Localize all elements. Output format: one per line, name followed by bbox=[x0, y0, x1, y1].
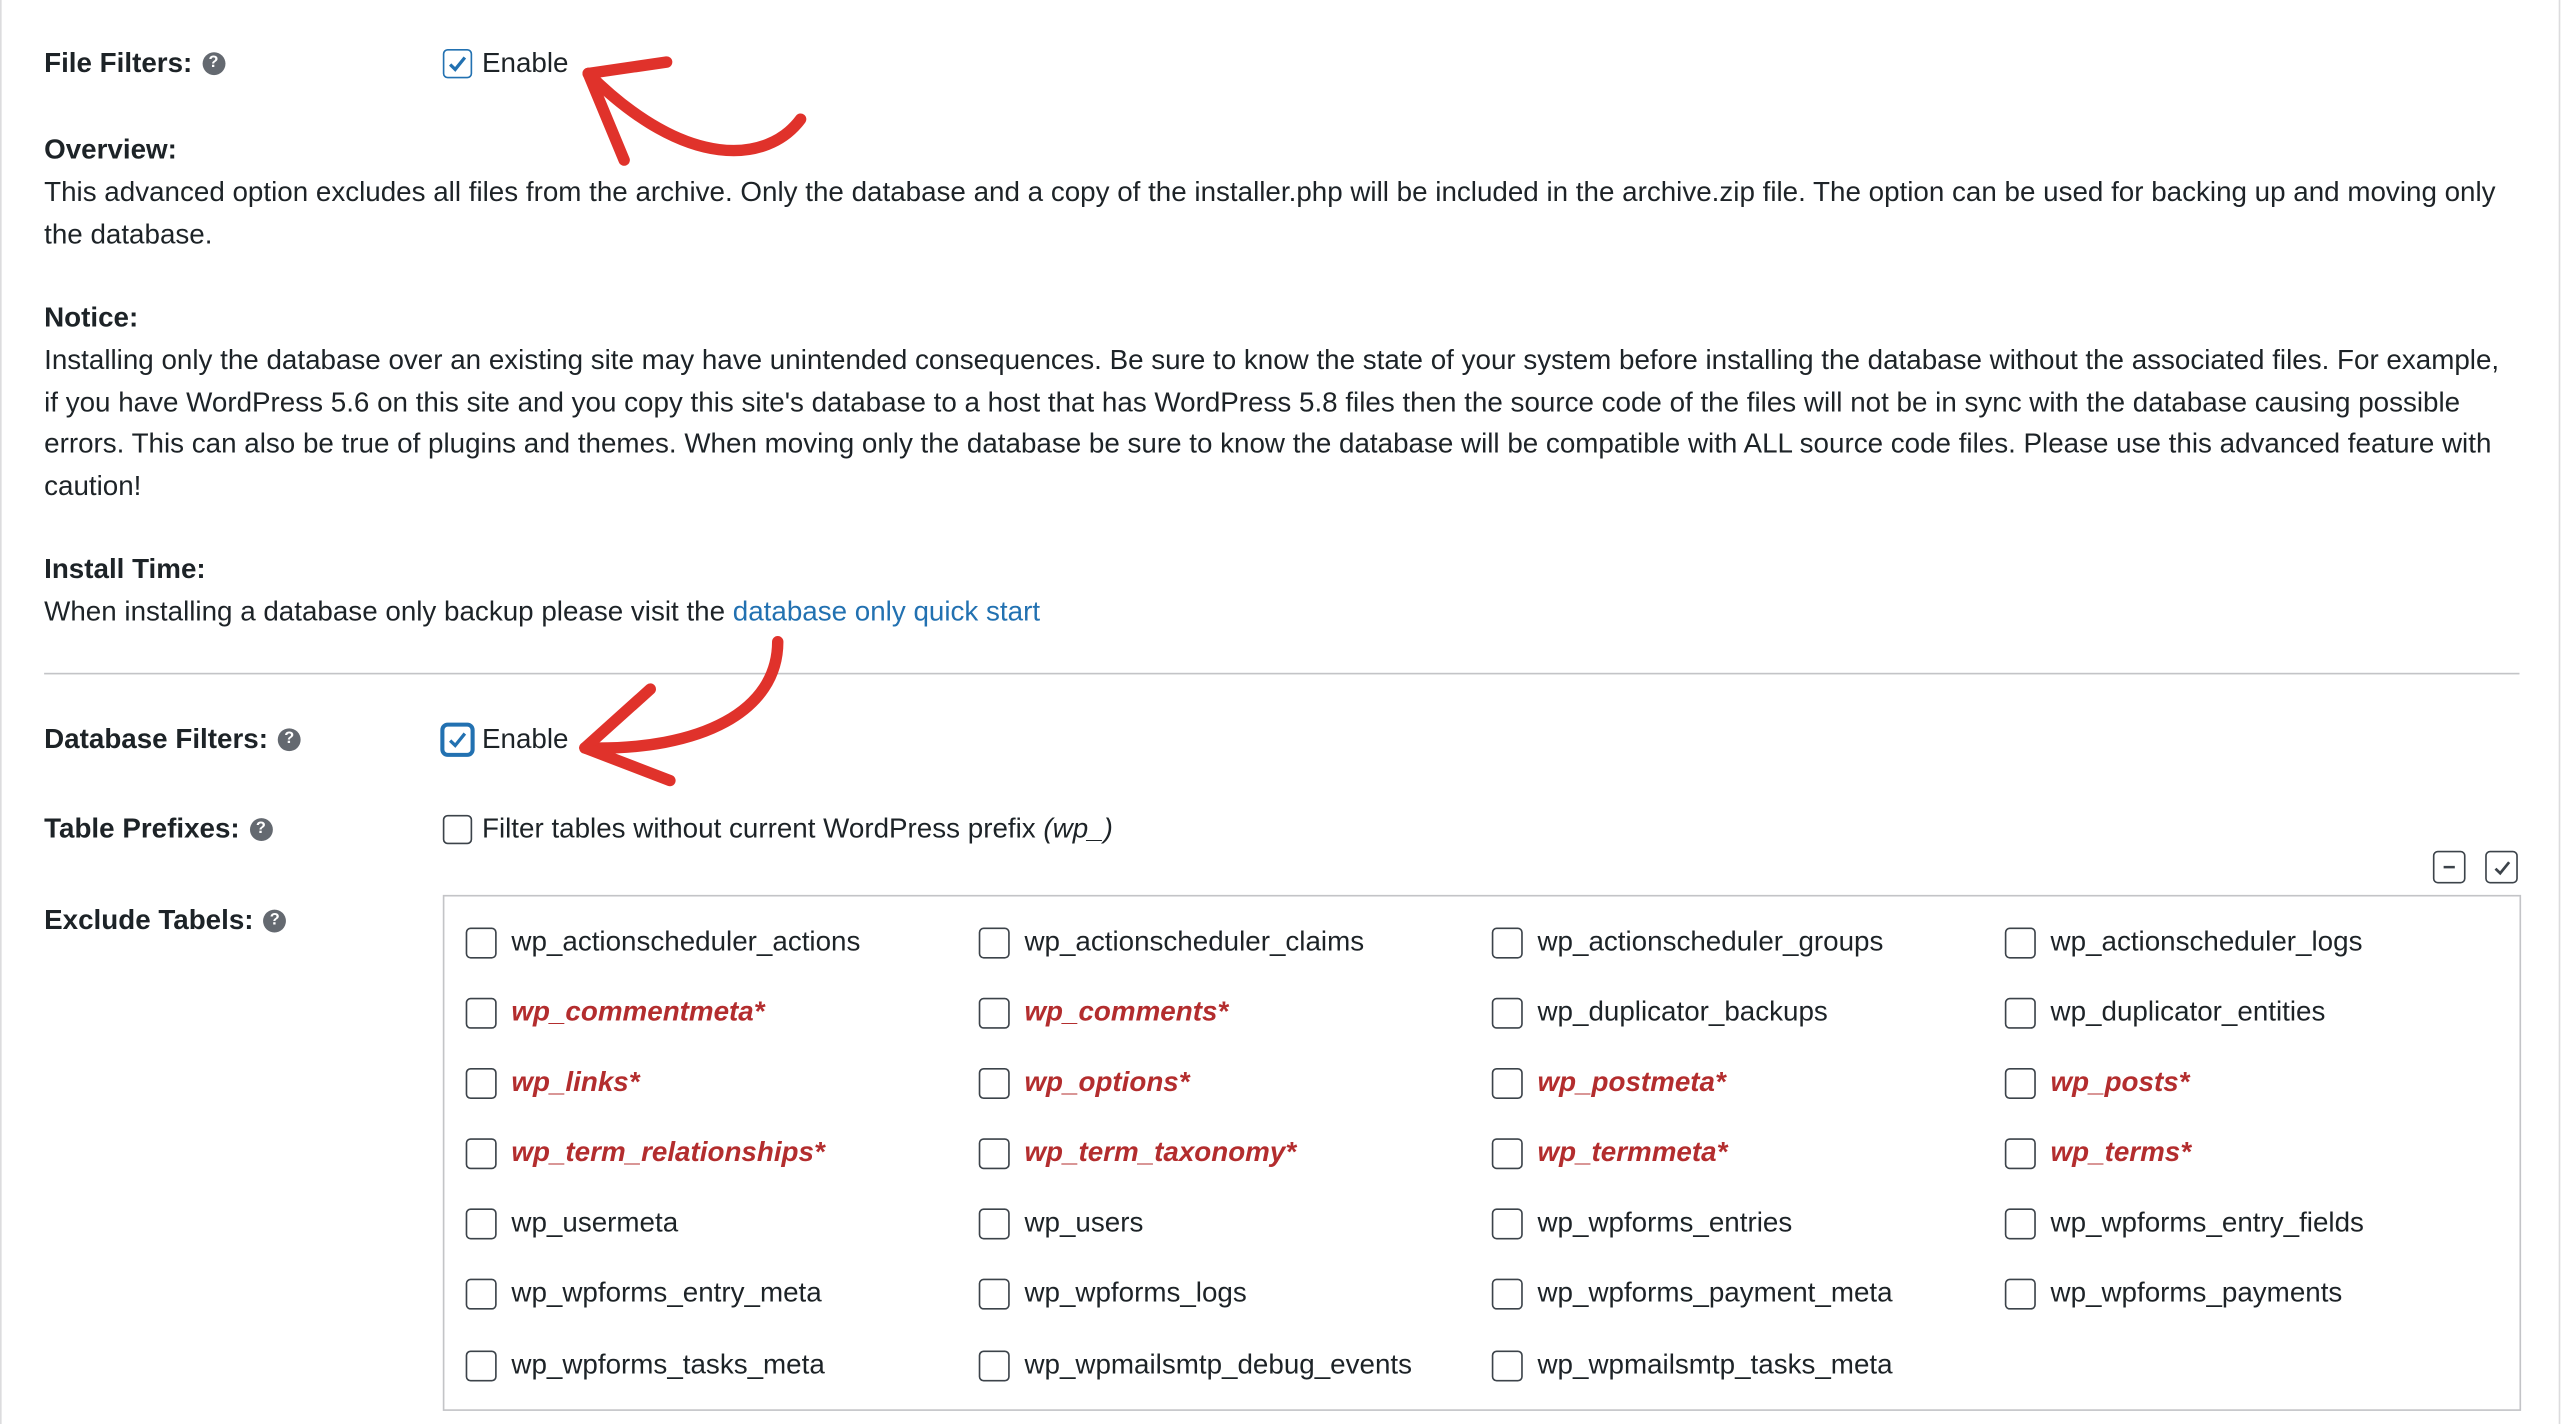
table-prefixes-checkbox-label bbox=[482, 813, 1113, 846]
table-name: wp_wpforms_logs bbox=[1024, 1277, 1247, 1309]
table-checkbox[interactable] bbox=[466, 1278, 497, 1309]
table-option[interactable] bbox=[979, 926, 1364, 959]
database-filters-enable[interactable] bbox=[443, 723, 569, 756]
annotation-arrow-file-filters bbox=[588, 73, 800, 150]
help-circle-icon[interactable]: ? bbox=[263, 910, 286, 933]
table-checkbox[interactable] bbox=[979, 927, 1010, 958]
table-checkbox[interactable] bbox=[1492, 997, 1523, 1028]
table-option[interactable] bbox=[2005, 1207, 2364, 1240]
table-name: wp_duplicator_entities bbox=[2050, 996, 2326, 1028]
file-filters-label-group bbox=[44, 47, 225, 80]
database-only-quick-start-link[interactable]: database only quick start bbox=[732, 596, 1041, 628]
select-all-button[interactable] bbox=[2485, 851, 2518, 884]
table-name: wp_wpmailsmtp_debug_events bbox=[1024, 1348, 1413, 1380]
table-name: wp_wpforms_payment_meta bbox=[1537, 1277, 1893, 1309]
table-checkbox[interactable] bbox=[1492, 1350, 1523, 1381]
table-option[interactable] bbox=[2005, 1137, 2191, 1170]
table-prefixes-checkbox[interactable] bbox=[443, 815, 472, 844]
notice-text: Installing only the database over an existing site may have unintended consequences. Be sure to know the state of your system before installing the database without the associated files. For example, if you have WordPress 5.6 on this site and you copy this site's database to a host that has WordPress 5.8 files then the source code of the files will not be in sync with the database causing possible errors. This can also be true of plugins and themes. When moving only the database be sure to know the database will be compatible with ALL source code files. Please use this advanced feature with caution! bbox=[44, 344, 2500, 502]
table-prefixes-label: Table Prefixes: bbox=[44, 813, 240, 845]
table-option[interactable] bbox=[1492, 1349, 1893, 1382]
table-checkbox[interactable] bbox=[1492, 1278, 1523, 1309]
table-checkbox[interactable] bbox=[466, 997, 497, 1028]
table-checkbox[interactable] bbox=[466, 1208, 497, 1239]
table-name: wp_commentmeta* bbox=[511, 996, 765, 1028]
install-time-title: Install Time: bbox=[44, 553, 206, 585]
table-option[interactable] bbox=[2005, 996, 2326, 1029]
table-name: wp_wpforms_entry_fields bbox=[2050, 1206, 2364, 1238]
table-option[interactable] bbox=[1492, 996, 1828, 1029]
file-filters-checkbox-label: Enable bbox=[482, 47, 569, 79]
table-name: wp_wpforms_entry_meta bbox=[511, 1277, 822, 1309]
table-option[interactable] bbox=[979, 1207, 1144, 1240]
file-filters-enable[interactable] bbox=[443, 47, 569, 80]
table-checkbox[interactable] bbox=[466, 1137, 497, 1168]
table-name: wp_posts* bbox=[2050, 1066, 2190, 1098]
table-name: wp_users bbox=[1024, 1206, 1144, 1238]
table-checkbox[interactable] bbox=[466, 1350, 497, 1381]
table-option[interactable] bbox=[1492, 1137, 1728, 1170]
table-checkbox[interactable] bbox=[2005, 1137, 2036, 1168]
table-option[interactable] bbox=[466, 1066, 640, 1099]
exclude-tables-list bbox=[443, 895, 2521, 1411]
file-filters-label: File Filters: bbox=[44, 47, 193, 79]
checkmark-icon bbox=[446, 728, 469, 751]
table-checkbox[interactable] bbox=[979, 1208, 1010, 1239]
table-prefixes-label-group bbox=[44, 813, 272, 846]
database-filters-checkbox[interactable] bbox=[443, 725, 472, 754]
table-checkbox[interactable] bbox=[2005, 1278, 2036, 1309]
table-option[interactable] bbox=[979, 1277, 1247, 1310]
table-checkbox[interactable] bbox=[979, 997, 1010, 1028]
exclude-tables-label: Exclude Tabels: bbox=[44, 904, 254, 936]
table-checkbox[interactable] bbox=[1492, 1137, 1523, 1168]
table-checkbox[interactable] bbox=[466, 927, 497, 958]
table-name: wp_postmeta* bbox=[1537, 1066, 1726, 1098]
table-option[interactable] bbox=[1492, 1066, 1726, 1099]
panel-right-border bbox=[2559, 0, 2561, 1424]
table-option[interactable] bbox=[466, 1207, 679, 1240]
help-circle-icon[interactable]: ? bbox=[202, 52, 225, 75]
table-option[interactable] bbox=[1492, 1207, 1792, 1240]
database-filters-checkbox-label: Enable bbox=[482, 723, 569, 755]
checkmark-icon bbox=[446, 52, 469, 75]
check-square-icon bbox=[2491, 857, 2512, 878]
help-circle-icon[interactable]: ? bbox=[278, 728, 301, 751]
table-option[interactable] bbox=[466, 1277, 822, 1310]
install-time-text bbox=[44, 591, 2511, 633]
database-filters-label-group bbox=[44, 723, 301, 756]
table-name: wp_terms* bbox=[2050, 1136, 2192, 1168]
install-time-description: When installing a database only backup please visit the bbox=[44, 596, 733, 628]
overview-title: Overview: bbox=[44, 133, 177, 165]
table-checkbox[interactable] bbox=[979, 1067, 1010, 1098]
table-checkbox[interactable] bbox=[1492, 1208, 1523, 1239]
section-divider bbox=[44, 673, 2519, 675]
table-checkbox[interactable] bbox=[979, 1350, 1010, 1381]
minus-square-icon bbox=[2439, 857, 2459, 877]
table-name: wp_term_relationships* bbox=[511, 1136, 825, 1168]
table-option[interactable] bbox=[1492, 1277, 1893, 1310]
table-checkbox[interactable] bbox=[2005, 927, 2036, 958]
table-checkbox[interactable] bbox=[979, 1278, 1010, 1309]
table-name: wp_actionscheduler_logs bbox=[2050, 925, 2363, 957]
table-name: wp_duplicator_backups bbox=[1537, 996, 1828, 1028]
table-option[interactable] bbox=[466, 1349, 825, 1382]
table-name: wp_links* bbox=[511, 1066, 640, 1098]
panel-left-border bbox=[0, 0, 2, 1424]
table-checkbox[interactable] bbox=[979, 1137, 1010, 1168]
annotation-arrow-database-filters bbox=[585, 642, 778, 748]
table-option[interactable] bbox=[2005, 1066, 2190, 1099]
deselect-all-button[interactable] bbox=[2433, 851, 2466, 884]
notice-title: Notice: bbox=[44, 302, 139, 334]
table-name: wp_termmeta* bbox=[1537, 1136, 1728, 1168]
table-name: wp_usermeta bbox=[511, 1206, 679, 1238]
table-option[interactable] bbox=[979, 996, 1229, 1029]
table-name: wp_actionscheduler_claims bbox=[1024, 925, 1365, 957]
table-name: wp_wpforms_payments bbox=[2050, 1277, 2343, 1309]
exclude-tables-label-group bbox=[44, 905, 286, 938]
table-prefixes-text: Filter tables without current WordPress prefix bbox=[482, 813, 1044, 845]
table-name: wp_wpmailsmtp_tasks_meta bbox=[1537, 1348, 1893, 1380]
table-option[interactable] bbox=[466, 926, 861, 959]
table-checkbox[interactable] bbox=[466, 1067, 497, 1098]
overview-text: This advanced option excludes all files from the archive. Only the database and a copy of the installer.php will be included in the archive.zip file. The option can be used for backing up and moving only the database. bbox=[44, 176, 2496, 250]
table-option[interactable] bbox=[2005, 1277, 2343, 1310]
table-option[interactable] bbox=[466, 1137, 825, 1170]
table-name: wp_actionscheduler_actions bbox=[511, 925, 861, 957]
table-checkbox[interactable] bbox=[2005, 997, 2036, 1028]
table-option[interactable] bbox=[466, 996, 765, 1029]
table-name: wp_wpforms_entries bbox=[1537, 1206, 1793, 1238]
table-checkbox[interactable] bbox=[2005, 1067, 2036, 1098]
table-option[interactable] bbox=[1492, 926, 1884, 959]
table-option[interactable] bbox=[979, 1066, 1190, 1099]
database-filters-label: Database Filters: bbox=[44, 723, 268, 755]
table-checkbox[interactable] bbox=[1492, 927, 1523, 958]
help-circle-icon[interactable]: ? bbox=[249, 818, 272, 841]
table-option[interactable] bbox=[979, 1349, 1412, 1382]
file-filters-checkbox[interactable] bbox=[443, 49, 472, 78]
table-prefix-value: (wp_) bbox=[1043, 813, 1113, 845]
table-checkbox[interactable] bbox=[1492, 1067, 1523, 1098]
table-name: wp_comments* bbox=[1024, 996, 1229, 1028]
table-prefixes-option[interactable] bbox=[443, 813, 1113, 846]
table-name: wp_wpforms_tasks_meta bbox=[511, 1348, 825, 1380]
table-option[interactable] bbox=[979, 1137, 1296, 1170]
table-checkbox[interactable] bbox=[2005, 1208, 2036, 1239]
table-name: wp_actionscheduler_groups bbox=[1537, 925, 1884, 957]
table-name: wp_term_taxonomy* bbox=[1024, 1136, 1297, 1168]
table-name: wp_options* bbox=[1024, 1066, 1190, 1098]
table-option[interactable] bbox=[2005, 926, 2363, 959]
